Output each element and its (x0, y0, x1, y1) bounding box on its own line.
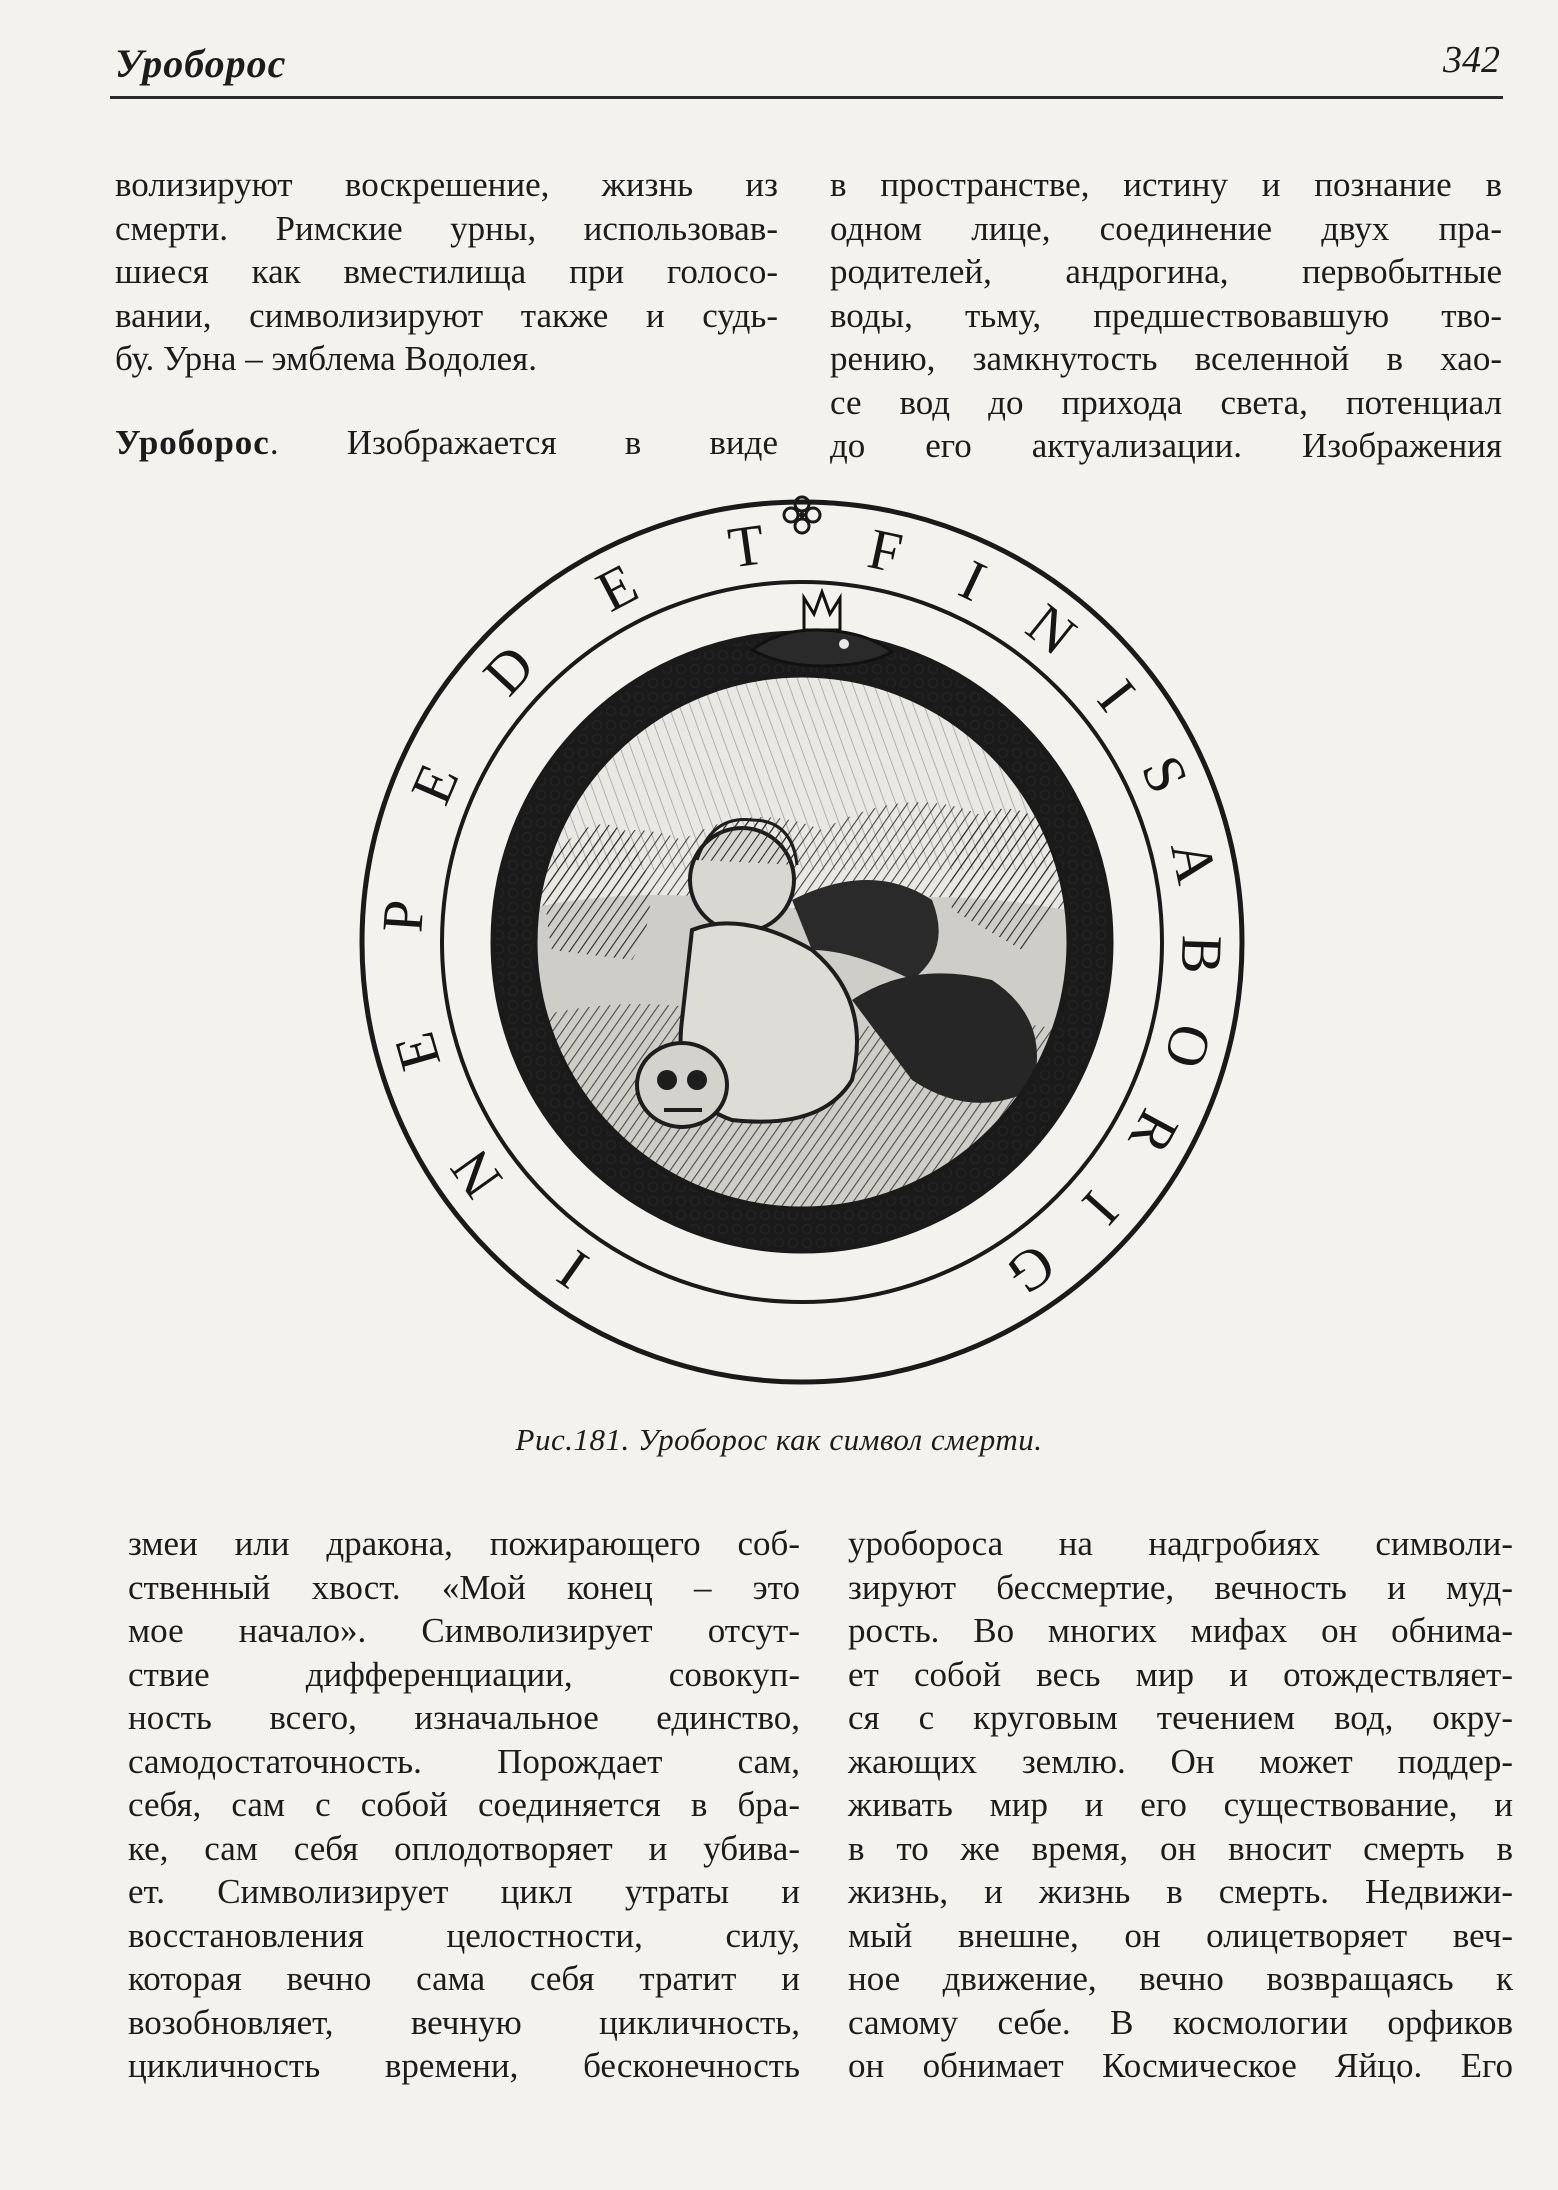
text-line: родителей, андрогина, первобытные (830, 252, 1502, 291)
running-header-title: Уроборос (115, 41, 287, 86)
header-rule (110, 96, 1503, 99)
text-line: ке, сам себя оплодотворяет и убива- (128, 1828, 800, 1868)
motto-letter: A (1157, 835, 1231, 890)
text-line: одном лице, соединение двух пра- (830, 208, 1502, 248)
text-line: бу. Урна – эмблема Водолея. (115, 339, 537, 378)
motto-letter: E (381, 1025, 454, 1078)
text-line: ственный хвост. «Мой конец – это (128, 1567, 800, 1607)
text-line: самодостаточность. Порождает сам, (128, 1741, 800, 1781)
column-bottom-right (848, 1522, 1513, 2088)
motto-letter: N (437, 1138, 515, 1210)
text-line: ся с круговым течением вод, окру- (848, 1698, 1513, 1737)
crown-icon (804, 592, 840, 630)
text-line: воды, тьму, предшествовавшую тво- (830, 295, 1502, 335)
motto-letter: N (1014, 590, 1089, 668)
entry-text: . Изображается в виде (269, 422, 778, 462)
text-line: ное движение, вечно возвращаясь к (848, 1959, 1513, 1998)
motto-letter: G (995, 1231, 1068, 1309)
text-line: он обнимает Космическое Яйцо. Его (848, 2046, 1513, 2085)
motto-letter: I (1070, 1179, 1132, 1237)
text-line: ет. Символизирует цикл утраты и (128, 1872, 800, 1911)
text-line: до его актуализации. Изображения (830, 426, 1502, 465)
paragraph-gap (115, 381, 778, 421)
text-line: шиеся как вместилища при голосо- (115, 252, 778, 291)
text-line: возобновляет, вечную цикличность, (128, 2002, 800, 2042)
motto-letter: I (950, 546, 996, 614)
column-bottom-left (128, 1522, 800, 2088)
text-line: ность всего, изначальное единство, (128, 1698, 800, 1737)
text-line: самому себе. В космологии орфиков (848, 2002, 1513, 2042)
text-line: ет собой весь мир и отождествляет- (848, 1654, 1513, 1694)
text-line: в то же время, он вносит смерть в (848, 1828, 1513, 1868)
motto-letter: P (369, 897, 437, 935)
motto-letter: F (862, 515, 908, 586)
text-line: змеи или дракона, пожирающего соб- (128, 1524, 800, 1563)
ouroboros-emblem (352, 480, 1252, 1405)
text-line: цикличность времени, бесконечность (128, 2046, 800, 2085)
text-line: восстановления целостности, силу, (128, 1915, 800, 1955)
ouroboros-figure (352, 480, 1252, 1405)
text-line: мый внешне, он олицетворяет веч- (848, 1915, 1513, 1955)
motto-letter: B (1168, 934, 1235, 975)
text-line: живать мир и его существование, и (848, 1785, 1513, 1824)
motto-letter: I (1085, 667, 1149, 723)
motto-letter: R (1116, 1099, 1192, 1165)
text-line: зируют бессмертие, вечность и муд- (848, 1567, 1513, 1607)
motto-letter: O (1151, 1017, 1226, 1075)
column-top-left (115, 163, 778, 464)
text-line: в пространстве, истину и познание в (830, 165, 1502, 204)
text-line: жающих землю. Он может поддер- (848, 1741, 1513, 1781)
figure-caption: Рис.181. Уроборос как символ смерти. (515, 1422, 1043, 1457)
text-line: вании, символизируют также и судь- (115, 295, 778, 335)
entry-heading-line (115, 421, 778, 465)
text-line: рению, замкнутость вселенной в хао- (830, 339, 1502, 378)
entry-term: Уроборос (115, 422, 270, 462)
motto-letter: S (1128, 745, 1202, 803)
text-line: которая вечно сама себя тратит и (128, 1959, 800, 1998)
text-line: рость. Во многих мифах он обнима- (848, 1611, 1513, 1650)
motto-letter: D (470, 632, 547, 708)
text-line: жизнь, и жизнь в смерть. Недвижи- (848, 1872, 1513, 1911)
text-line: се вод до прихода света, потенциал (830, 382, 1502, 422)
column-top-right (830, 163, 1502, 468)
motto-letter: E (586, 550, 648, 625)
text-line: волизируют воскрешение, жизнь из (115, 165, 778, 204)
page-number: 342 (1443, 39, 1500, 81)
text-line: себя, сам с собой соединяется в бра- (128, 1785, 800, 1824)
text-line: смерти. Римские урны, использовав- (115, 208, 778, 248)
text-line: уробороса на надгробиях символи- (848, 1524, 1513, 1563)
motto-letter: E (397, 754, 472, 814)
text-line: ствие дифференциации, совокуп- (128, 1654, 800, 1694)
motto-letter: I (546, 1237, 600, 1302)
text-line: мое начало». Символизирует отсут- (128, 1611, 800, 1650)
motto-letter: T (724, 511, 769, 581)
